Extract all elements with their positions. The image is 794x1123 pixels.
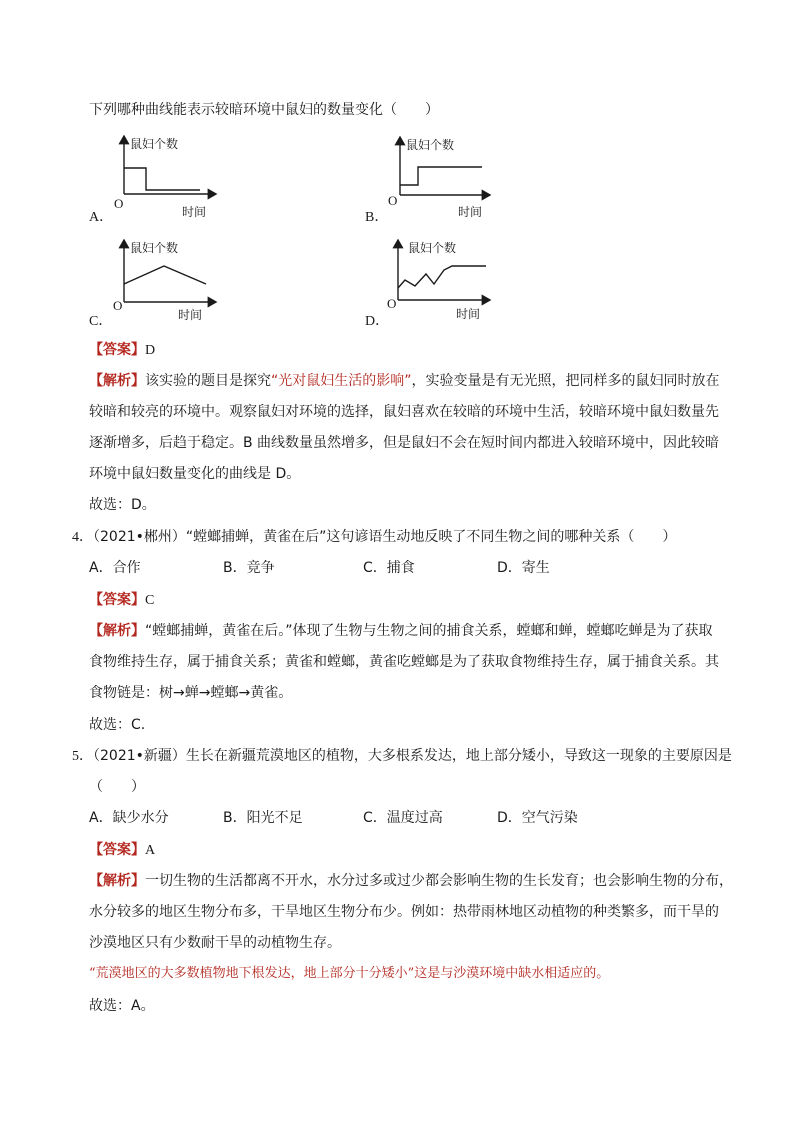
curve-c [124,266,206,284]
x-axis-label: 时间 [182,205,207,219]
q3-conclusion: 故选：D。 [89,497,156,513]
q3-analysis-line-1 [89,371,720,391]
q5-analysis-line-1 [89,871,733,891]
q5-option-b: B．阳光不足 [223,810,303,826]
q4-conclusion: 故选：C. [89,717,146,733]
q5-answer [89,840,155,861]
y-axis-label: 鼠妇个数 [406,138,455,152]
q4-stem-line [72,527,676,548]
origin-label: O [113,298,123,313]
q5-option-d: D．空气污染 [497,810,578,826]
analysis-text: 该实验的题目是探究 [145,373,271,389]
q4-option-b: B．竞争 [223,560,275,576]
q4-analysis-line-2: 食物维持生存，属于捕食关系；黄雀和螳螂，黄雀吃螳螂是为了获取食物维持生存，属于捕食关系。其 [89,654,719,670]
answer-value: D [145,343,156,358]
q4-option-c: C．捕食 [363,560,415,576]
q3-answer [89,340,155,361]
q5-note: “荒漠地区的大多数植物地下根发达，地上部分十分矮小”这是与沙漠环境中缺水相适应的。 [89,966,610,981]
q3-analysis-line-3: 逐渐增多，后趋于稳定。B 曲线数量虽然增多，但是鼠妇不会在短时间内都进入较暗环境中，因此较暗 [89,435,720,451]
answer-tag: 【答案】 [89,342,145,358]
q5-conclusion: 故选：A。 [89,998,155,1014]
answer-tag: 【答案】 [89,842,145,858]
q5-stem-line-1 [72,746,732,767]
x-axis-label: 时间 [458,205,483,219]
q4-option-a: A．合作 [89,560,141,576]
curve-b [400,167,482,185]
q4-number: 4． [72,530,93,545]
analysis-text: ，实验变量是有无光照，把同样多的鼠妇同时放在 [411,373,720,389]
option-b-label: B． [365,210,389,225]
y-axis-label: 鼠妇个数 [130,241,179,255]
q5-option-c: C．温度过高 [363,810,443,826]
analysis-tag: 【解析】 [89,873,145,889]
answer-value: A [145,843,156,858]
curve-a [124,168,200,190]
analysis-tag: 【解析】 [89,373,145,389]
curve-d [398,266,486,288]
chart-b [386,133,496,223]
q5-number: 5． [72,749,93,764]
q3-stem: 下列哪种曲线能表示较暗环境中鼠妇的数量变化（ ） [89,102,439,118]
q4-analysis-line-1 [89,621,713,641]
q5-option-a: A．缺少水分 [89,810,169,826]
option-d-label: D． [365,314,390,329]
chart-c [112,236,222,326]
chart-d [386,236,496,326]
q4-analysis-line-3: 食物链是：树→蝉→螳螂→黄雀。 [89,685,293,701]
q5-analysis-line-3: 沙漠地区只有少数耐干旱的动植物生存。 [89,935,341,951]
origin-label: O [387,296,397,311]
x-axis-label: 时间 [178,308,203,322]
q5-analysis-line-2: 水分较多的地区生物分布多，干旱地区生物分布少。例如：热带雨林地区动植物的种类繁多，而干旱的 [89,904,719,920]
q4-answer [89,590,154,611]
q3-analysis-line-4: 环境中鼠妇数量变化的曲线是 D。 [89,466,301,482]
q4-stem: （2021•郴州）“螳螂捕蝉，黄雀在后”这句谚语生动地反映了不同生物之间的哪种关系（ ） [93,529,677,545]
analysis-text: “螳螂捕蝉，黄雀在后。”体现了生物与生物之间的捕食关系，螳螂和蝉，螳螂吃蝉是为了获取 [145,623,713,639]
analysis-highlight: “光对鼠妇生活的影响” [271,373,412,389]
x-axis-label: 时间 [456,307,481,321]
origin-label: O [114,196,124,211]
q5-stem: （2021•新疆）生长在新疆荒漠地区的植物，大多根系发达，地上部分矮小，导致这一现象的主要原因是 [93,748,732,764]
option-a-label: A． [89,210,114,225]
analysis-tag: 【解析】 [89,623,145,639]
y-axis-label: 鼠妇个数 [130,137,179,151]
answer-tag: 【答案】 [89,592,145,608]
answer-value: C [145,593,155,608]
analysis-text: 一切生物的生活都离不开水，水分过多或过少都会影响生物的生长发育；也会影响生物的分布， [145,873,733,889]
origin-label: O [388,193,398,208]
y-axis-label: 鼠妇个数 [408,241,457,255]
option-c-label: C． [89,314,113,329]
q5-stem-line-2: （ ） [89,779,145,795]
q4-option-d: D．寄生 [497,560,550,576]
q3-analysis-line-2: 较暗和较亮的环境中。观察鼠妇对环境的选择，鼠妇喜欢在较暗的环境中生活，较暗环境中鼠妇数量先 [89,404,719,420]
chart-a [112,132,222,222]
